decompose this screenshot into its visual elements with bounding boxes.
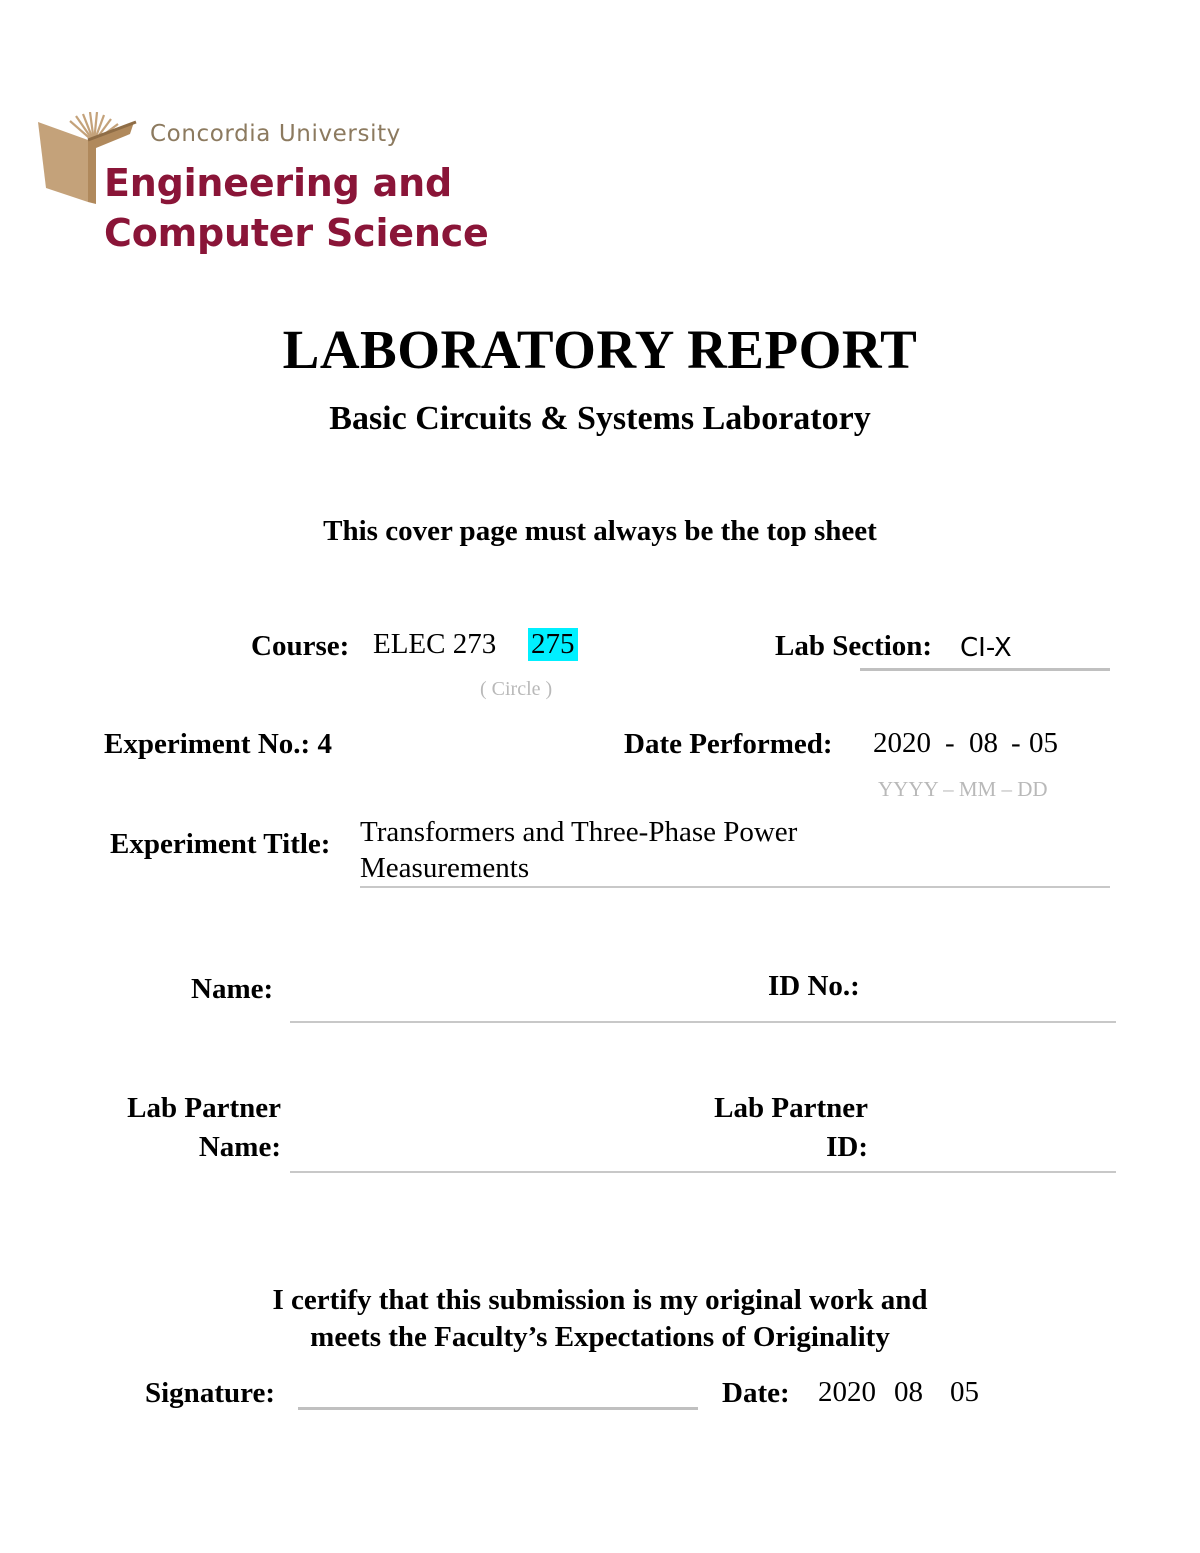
date-performed-sep2: - [1011, 727, 1021, 759]
lab-partner-name-label-line2: Name: [198, 1131, 281, 1163]
experiment-title-line1[interactable]: Transformers and Three-Phase Power [360, 816, 798, 848]
date-day[interactable]: 05 [950, 1376, 979, 1408]
cover-notice: This cover page must always be the top sheet [323, 515, 877, 547]
certification-line1: I certify that this submission is my original work and [272, 1284, 928, 1316]
experiment-no-value[interactable]: 4 [317, 728, 332, 760]
name-label: Name: [191, 973, 274, 1005]
date-performed-year[interactable]: 2020 [873, 727, 931, 759]
id-no-label: ID No.: [768, 970, 860, 1002]
lab-partner-id-label-line1: Lab Partner [714, 1092, 868, 1124]
university-name: Concordia University [150, 121, 401, 147]
report-title: LABORATORY REPORT [282, 319, 918, 380]
date-performed-sep1: - [945, 727, 955, 759]
course-label: Course: [251, 630, 350, 662]
certification-line2: meets the Faculty’s Expectations of Originality [310, 1321, 890, 1353]
experiment-title-label: Experiment Title: [110, 828, 331, 860]
lab-partner-name-label-line1: Lab Partner [127, 1092, 281, 1124]
lab-section-label: Lab Section: [775, 630, 933, 662]
date-performed-month[interactable]: 08 [969, 727, 998, 759]
experiment-title-underline [360, 886, 1110, 888]
lab-partner-name-label [113, 1089, 281, 1167]
faculty-line1: Engineering and [104, 161, 452, 205]
experiment-title-line2[interactable]: Measurements [360, 852, 530, 884]
lab-section-value[interactable]: CI-X [960, 633, 1012, 663]
date-performed-label: Date Performed: [624, 728, 833, 760]
experiment-no-label-text: Experiment No.: [104, 728, 311, 760]
date-format-hint: YYYY – MM – DD [878, 777, 1048, 801]
experiment-no-label [104, 728, 332, 761]
lab-partner-id-label [700, 1089, 868, 1167]
date-year[interactable]: 2020 [818, 1376, 876, 1408]
signature-label: Signature: [145, 1377, 275, 1409]
lab-section-underline [860, 668, 1110, 671]
date-label: Date: [722, 1377, 790, 1409]
report-subtitle: Basic Circuits & Systems Laboratory [329, 400, 871, 437]
course-hint: ( Circle ) [480, 678, 553, 700]
name-id-underline [290, 1021, 1116, 1023]
course-option-275-selected[interactable]: 275 [528, 628, 578, 661]
lab-partner-id-label-line2: ID: [826, 1131, 868, 1163]
date-performed-day[interactable]: 05 [1029, 727, 1058, 759]
faculty-line2: Computer Science [104, 211, 489, 255]
date-month[interactable]: 08 [894, 1376, 923, 1408]
lab-partner-underline [290, 1171, 1116, 1173]
faculty-name [104, 158, 489, 258]
signature-underline [298, 1407, 698, 1410]
course-option-273[interactable]: ELEC 273 [373, 628, 497, 660]
